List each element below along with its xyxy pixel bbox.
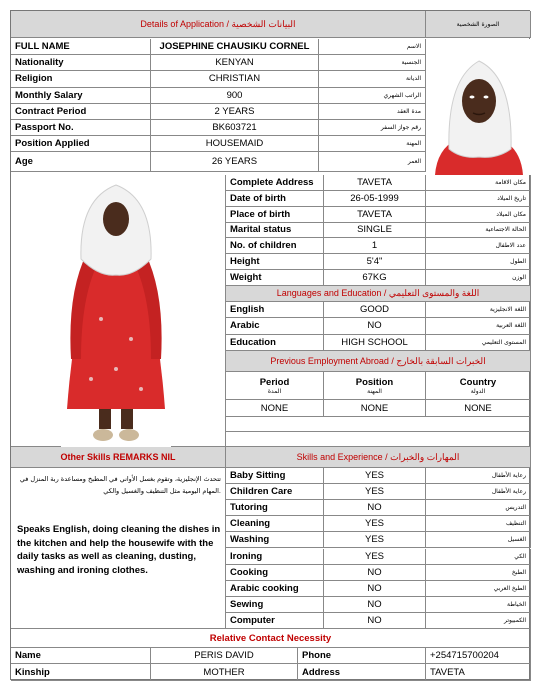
details-header-title: Details of Application / البيانات الشخصية	[140, 18, 296, 29]
contact-kinship-value: MOTHER	[151, 664, 298, 681]
skill-label: Cooking	[226, 565, 324, 581]
language-label: Arabic	[226, 318, 324, 334]
skill-label: Washing	[226, 532, 324, 548]
employment-column-header	[426, 372, 531, 400]
detail-value: 67KG	[324, 270, 426, 286]
employment-title: Previous Employment Abroad / الخبرات السابقة بالخارج	[270, 355, 486, 366]
employment-value: NONE	[226, 400, 324, 417]
employment-column-arabic: الدولة	[470, 387, 486, 395]
skill-value: NO	[324, 565, 426, 581]
detail-value: 26-05-1999	[324, 191, 426, 207]
employment-column-label: Country	[459, 376, 497, 388]
personal-label: FULL NAME	[11, 39, 151, 55]
personal-value: BK603721	[151, 120, 319, 136]
contact-phone-label: Phone	[298, 648, 426, 664]
personal-arabic-label: العمر	[319, 152, 426, 172]
skill-value: YES	[324, 549, 426, 565]
detail-label: Place of birth	[226, 207, 324, 223]
skill-value: NO	[324, 500, 426, 516]
skill-arabic-label: الطبخ	[426, 565, 531, 581]
language-arabic-label: المستوى التعليمي	[426, 335, 531, 351]
contact-title: Relative Contact Necessity	[209, 632, 332, 644]
contact-address-value: TAVETA	[426, 664, 531, 681]
skill-value: NO	[324, 613, 426, 629]
language-label: Education	[226, 335, 324, 351]
personal-label: Religion	[11, 71, 151, 87]
detail-value: 1	[324, 238, 426, 254]
detail-label: Complete Address	[226, 175, 324, 191]
detail-label: Height	[226, 254, 324, 270]
employment-header	[226, 351, 531, 372]
employment-value: NONE	[426, 400, 531, 417]
skill-label: Arabic cooking	[226, 581, 324, 597]
personal-arabic-label: المهنة	[319, 136, 426, 152]
skill-arabic-label: رعاية الأطفال	[426, 484, 531, 500]
contact-header	[11, 629, 531, 648]
full-body-photo	[61, 179, 171, 447]
skill-arabic-label: رعاية الأطفال	[426, 468, 531, 484]
personal-value: HOUSEMAID	[151, 136, 319, 152]
employment-column-arabic: المهنة	[367, 387, 382, 395]
skill-label: Children Care	[226, 484, 324, 500]
personal-label: Age	[11, 152, 151, 172]
language-arabic-label: اللغة العربية	[426, 318, 531, 334]
details-header	[11, 11, 426, 38]
skill-label: Tutoring	[226, 500, 324, 516]
skill-label: Baby Sitting	[226, 468, 324, 484]
contact-phone-value: +254715700204	[426, 648, 531, 664]
skill-value: YES	[324, 484, 426, 500]
skill-value: NO	[324, 581, 426, 597]
personal-arabic-label: مدة العقد	[319, 104, 426, 120]
personal-arabic-label: رقم جواز السفر	[319, 120, 426, 136]
remarks-title: Other Skills REMARKS NIL	[60, 452, 176, 462]
detail-label: Marital status	[226, 223, 324, 239]
remarks-arabic: تتحدث الإنجليزية، وتقوم بغسل الأواني في المطبخ ومساعدة ربة المنزل في المهام اليومية مثل التنظيف والغسيل والكي.	[19, 475, 221, 495]
skill-label: Sewing	[226, 597, 324, 613]
detail-arabic-label: الوزن	[426, 270, 531, 286]
employment-empty-row	[226, 432, 531, 447]
skill-arabic-label: الطبخ العربي	[426, 581, 531, 597]
personal-value: 900	[151, 88, 319, 104]
personal-value: KENYAN	[151, 55, 319, 71]
skill-arabic-label: التدريس	[426, 500, 531, 516]
skill-arabic-label: التنظيف	[426, 516, 531, 532]
personal-value: JOSEPHINE CHAUSIKU CORNEL	[151, 39, 319, 55]
skill-value: YES	[324, 516, 426, 532]
detail-arabic-label: مكان الاقامة	[426, 175, 531, 191]
detail-label: Weight	[226, 270, 324, 286]
personal-label: Contract Period	[11, 104, 151, 120]
skill-label: Computer	[226, 613, 324, 629]
detail-value: TAVETA	[324, 207, 426, 223]
detail-arabic-label: مكان الميلاد	[426, 207, 531, 223]
personal-arabic-label: الراتب الشهري	[319, 88, 426, 104]
remarks-english: Speaks English, doing cleaning the dishes in the kitchen and help the housewife with the daily tasks as well as cleaning, dusting, washing and ironing clothes.	[17, 524, 221, 576]
detail-value: TAVETA	[324, 175, 426, 191]
language-value: NO	[324, 318, 426, 334]
detail-arabic-label: تاريخ الميلاد	[426, 191, 531, 207]
personal-label: Position Applied	[11, 136, 151, 152]
personal-value: 26 YEARS	[151, 152, 319, 172]
detail-label: No. of children	[226, 238, 324, 254]
detail-value: 5'4"	[324, 254, 426, 270]
detail-arabic-label: عدد الاطفال	[426, 238, 531, 254]
skill-value: NO	[324, 597, 426, 613]
personal-label: Monthly Salary	[11, 88, 151, 104]
personal-arabic-label: الاسم	[319, 39, 426, 55]
skill-arabic-label: الكي	[426, 549, 531, 565]
employment-column-label: Position	[355, 376, 394, 388]
contact-name-value: PERIS DAVID	[151, 648, 298, 664]
application-form	[10, 10, 530, 680]
contact-name-label: Name	[11, 648, 151, 664]
skill-label: Cleaning	[226, 516, 324, 532]
skill-label: Ironing	[226, 549, 324, 565]
languages-title: Languages and Education / اللغة والمستوى التعليمي	[276, 288, 480, 298]
skill-arabic-label: الغسيل	[426, 532, 531, 548]
personal-label: Passport No.	[11, 120, 151, 136]
employment-column-header	[324, 372, 426, 400]
detail-label: Date of birth	[226, 191, 324, 207]
personal-value: CHRISTIAN	[151, 71, 319, 87]
language-value: HIGH SCHOOL	[324, 335, 426, 351]
photo-header	[426, 11, 531, 38]
employment-value: NONE	[324, 400, 426, 417]
employment-column-arabic: المدة	[267, 387, 282, 395]
languages-header	[226, 286, 531, 302]
employment-column-label: Period	[259, 376, 290, 388]
skill-arabic-label: الكمبيوتر	[426, 613, 531, 629]
employment-column-header	[226, 372, 324, 400]
contact-address-label: Address	[298, 664, 426, 681]
personal-arabic-label: الديانة	[319, 71, 426, 87]
personal-label: Nationality	[11, 55, 151, 71]
language-value: GOOD	[324, 302, 426, 318]
personal-value: 2 YEARS	[151, 104, 319, 120]
employment-empty-row	[226, 417, 531, 432]
photo-header-label: الصورة الشخصية	[456, 20, 500, 28]
remarks-header	[11, 447, 226, 468]
detail-arabic-label: الحالة الاجتماعية	[426, 223, 531, 239]
detail-value: SINGLE	[324, 223, 426, 239]
skills-header	[226, 447, 531, 468]
portrait-photo	[427, 39, 531, 175]
detail-arabic-label: الطول	[426, 254, 531, 270]
language-arabic-label: اللغة الانجليزية	[426, 302, 531, 318]
skill-value: YES	[324, 468, 426, 484]
personal-arabic-label: الجنسية	[319, 55, 426, 71]
skill-value: YES	[324, 532, 426, 548]
contact-kinship-label: Kinship	[11, 664, 151, 681]
skill-arabic-label: الخياطة	[426, 597, 531, 613]
language-label: English	[226, 302, 324, 318]
skills-title: Skills and Experience / المهارات والخبرات	[296, 451, 460, 462]
